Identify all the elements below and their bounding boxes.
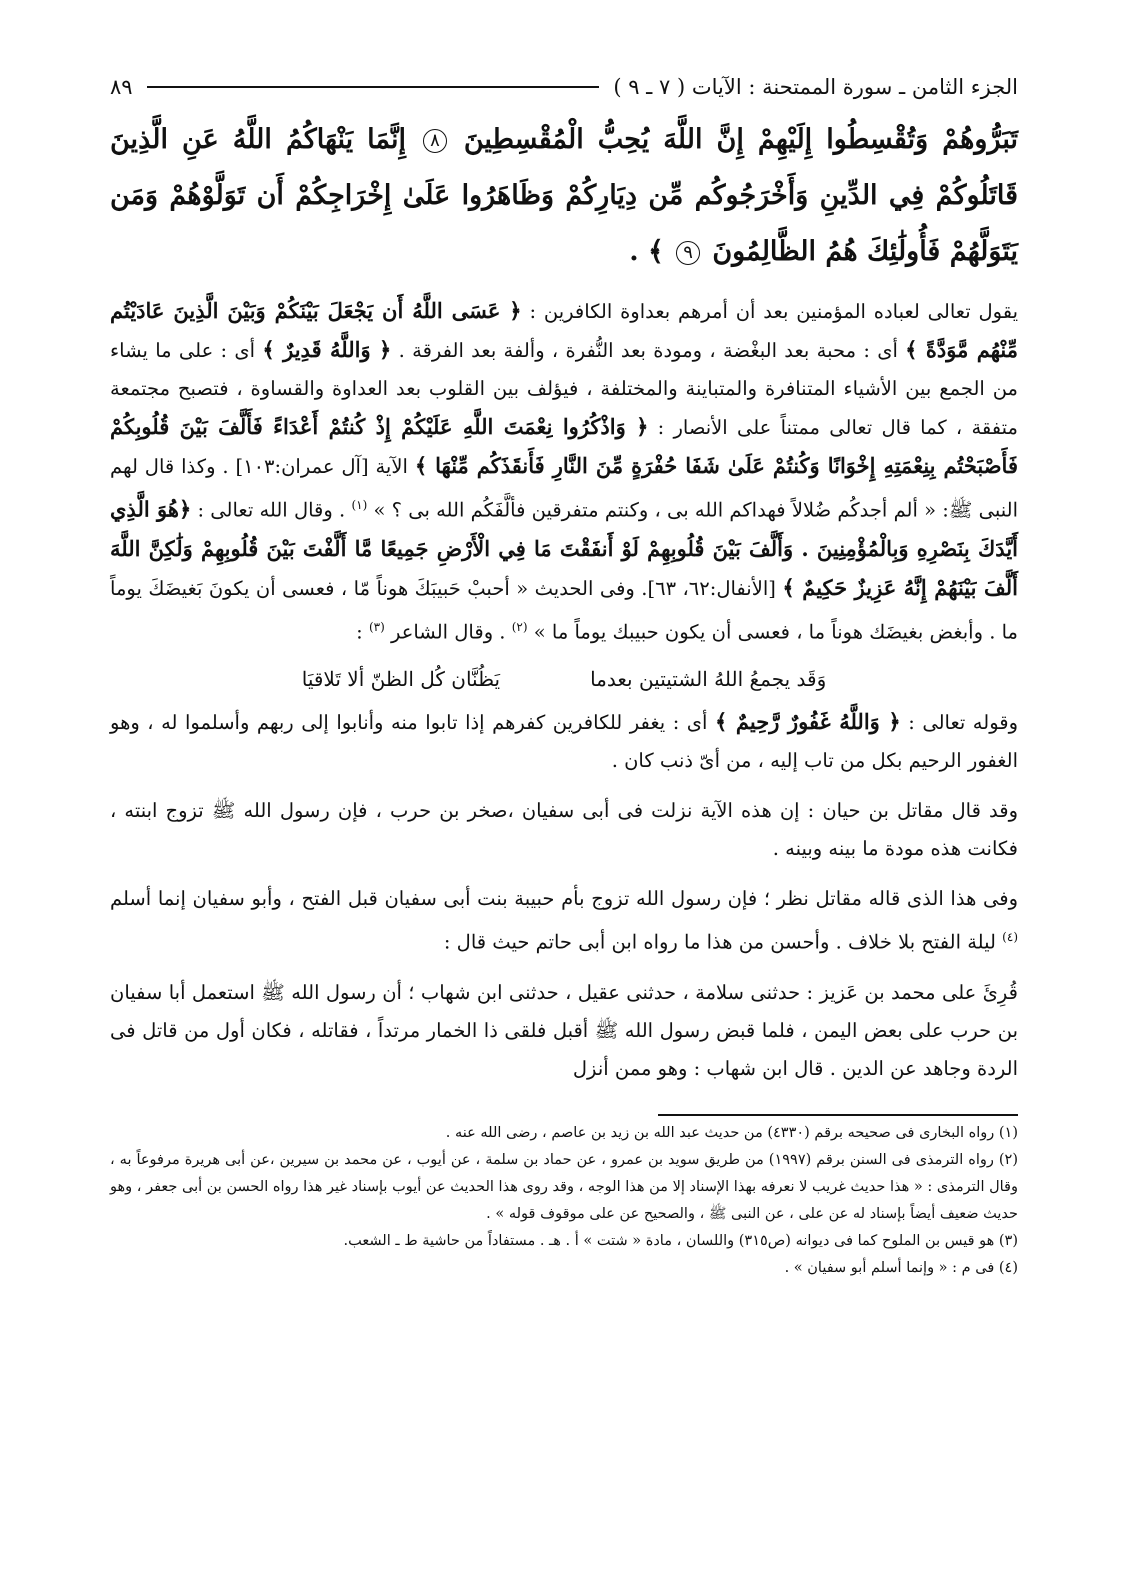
footnote-ref: (١) — [351, 498, 368, 512]
poem-hemistich-first: وَقَد يجمعُ اللهُ الشتيتين بعدما — [590, 667, 827, 691]
commentary-paragraph: قُرِئَ على محمد بن عَزيز : حدثنى سلامة ، حدثنى عقيل ، حدثنى ابن شهاب ؛ أن رسول الله ﷺ استعمل أبا سفيان بن حرب على بعض اليمن ، فلما قبض رسول الله ﷺ أقبل فلقى ذا الخمار مرتداً ، فقاتله ، فكان أول من قاتل فى الردة وجاهد عن الدين . قال ابن شهاب : وهو ممن أنزل — [110, 980, 1018, 1080]
footnote: (١) رواه البخارى فى صحيحه برقم (٤٣٣٠) من حديث عبد الله بن زيد بن عاصم ، رضى الله عنه . — [445, 1124, 1018, 1141]
page-number: ٨٩ — [110, 75, 133, 99]
header-rule — [147, 86, 600, 88]
poem-verse — [110, 657, 1018, 701]
footnote: (٤) فى م : « وإنما أسلم أبو سفيان » . — [784, 1259, 1018, 1276]
text-run: وفى هذا الذى قاله مقاتل نظر ؛ فإن رسول الله تزوج بأم حبيبة بنت أبى سفيان قبل الفتح ، وأبو سفيان إنما أسلم — [110, 887, 1018, 910]
verse-end: ﴾ . — [629, 236, 664, 267]
verse-text-b: إِنَّمَا يَنْهَاكُمُ اللَّهُ عَنِ الَّذِينَ قَاتَلُوكُمْ فِي الدِّينِ وَأَخْرَجُوكُم مِّن دِيَارِكُمْ وَظَاهَرُوا عَلَىٰ إِخْرَاجِكُمْ أَن تَوَلَّوْهُمْ وَمَن يَتَوَلَّهُمْ فَأُولَٰئِكَ هُمُ الظَّالِمُونَ — [110, 124, 1018, 267]
footnote: (٢) رواه الترمذى فى السنن برقم (١٩٩٧) من طريق سويد بن عمرو ، عن حماد بن سلمة ، عن أيوب ، عن محمد بن سيرين ،عن أبى هريرة مرفوعاً به ، وقال الترمذى : « هذا حديث غريب لا نعرفه بهذا الإسناد إلا من هذا الوجه ، وقد روى هذا الحديث عن أيوب بإسناد غير هذا رواه الحسن بن أبى جعفر ، وهو حديث ضعيف أيضاً بإسناد له عن على ، عن النبى ﷺ ، والصحيح عن على موقوف قوله » . — [110, 1151, 1018, 1222]
footnote-ref: (٤) — [1002, 930, 1018, 944]
commentary-paragraph — [110, 292, 1018, 651]
footnote-ref: (٣) — [368, 619, 385, 634]
text-run: [الأنفال:٦٢، ٦٣]. وفى الحديث « أحببْ حَبيبَكَ هوناً مّا ، فعسى أن يكونَ بَغيضَكَ يوماً ما . وأبغض بغيضَك هوناً ما ، فعسى أن يكون حبيبك يوماً ما » — [110, 576, 1018, 643]
footnote: (٣) هو قيس بن الملوح كما فى ديوانه (ص٣١٥) واللسان ، مادة « شتت » أ . هـ . مستفاداً من حاشية ط ـ الشعب. — [343, 1232, 1018, 1249]
poem-hemistich-second: يَظُنَّان كُل الظنّ ألا تَلاقيَا — [301, 667, 501, 691]
text-run: الآية [آل عمران:١٠٣] . وكذا قال لهم النبى ﷺ: « ألم أجدكُم ضُلالاً فهداكم الله بى ، وكنتم متفرقين فألَّفَكُم الله بى ؟ » — [110, 455, 1018, 522]
running-header — [110, 70, 1018, 104]
text-run: أى : محبة بعد البغْضة ، ومودة بعد النُّفرة ، وألفة بعد الفرقة . — [398, 339, 898, 362]
commentary-paragraph: وقد قال مقاتل بن حيان : إن هذه الآية نزلت فى أبى سفيان ،صخر بن حرب ، فإن رسول الله ﷺ تزوج ابنته ، فكانت هذه مودة ما بينه وبينه . — [110, 799, 1018, 860]
text-run: : — [356, 620, 363, 643]
quran-quote: ﴿ وَاللَّهُ غَفُورٌ رَّحِيمٌ ﴾ — [715, 709, 901, 734]
commentary-paragraph — [110, 880, 1018, 962]
quran-quote: ﴿هُوَ الَّذِي أَيَّدَكَ بِنَصْرِهِ وَبِالْمُؤْمِنِينَ . وَأَلَّفَ بَيْنَ قُلُوبِهِمْ لَوْ أَنفَقْتَ مَا فِي الْأَرْضِ جَمِيعًا مَّا أَلَّفْتَ بَيْنَ قُلُوبِهِمْ وَلَٰكِنَّ اللَّهَ أَلَّفَ بَيْنَهُمْ إِنَّهُ عَزِيزٌ حَكِيمٌ ﴾ — [110, 496, 1019, 600]
footnote-separator — [658, 1114, 1018, 1116]
verse-number-mark: ٨ — [423, 129, 447, 153]
commentary-paragraph — [110, 703, 1018, 780]
text-run: أى : على ما يشاء من الجمع بين الأشياء المتنافرة والمتباينة والمختلفة ، فيؤلف بين القلوب بعد العداوة والقساوة ، فتصبح مجتمعة متفقة ، كما قال تعالى ممتناً على الأنصار : — [110, 339, 1018, 439]
text-run: يقول تعالى لعباده المؤمنين بعد أن أمرهم بعداوة الكافرين : — [529, 300, 1019, 323]
text-run: أى : يغفر للكافرين كفرهم إذا تابوا منه وأنابوا إلى ربهم وأسلموا له ، وهو الغفور الرحيم بكل من تاب إليه ، من أىّ ذنب كان . — [110, 711, 1018, 772]
verse-number-mark: ٩ — [676, 241, 700, 265]
running-title: الجزء الثامن ـ سورة الممتحنة : الآيات ( ٧ ـ ٩ ) — [613, 75, 1018, 99]
verse-text-a: تَبَرُّوهُمْ وَتُقْسِطُوا إِلَيْهِمْ إِنَّ اللَّهَ يُحِبُّ الْمُقْسِطِينَ — [463, 124, 1018, 155]
text-run: وقوله تعالى : — [908, 711, 1019, 734]
quran-quote: ﴿ وَاللَّهُ قَدِيرٌ ﴾ — [262, 337, 392, 362]
quran-quote: ﴿ وَاذْكُرُوا نِعْمَتَ اللَّهِ عَلَيْكُمْ إِذْ كُنتُمْ أَعْدَاءً فَأَلَّفَ بَيْنَ قُلُوبِكُمْ فَأَصْبَحْتُم بِنِعْمَتِهِ إِخْوَانًا وَكُنتُمْ عَلَىٰ شَفَا حُفْرَةٍ مِّنَ النَّارِ فَأَنقَذَكُم مِّنْهَا ﴾ — [110, 414, 1018, 478]
text-run: . وقال الشاعر — [390, 620, 506, 643]
text-run: ليلة الفتح بلا خلاف . وأحسن من هذا ما رواه ابن أبى حاتم حيث قال : — [443, 930, 996, 954]
quran-verse-block — [110, 112, 1018, 280]
text-run: . وقال الله تعالى : — [197, 498, 346, 522]
footnote-ref: (٢) — [511, 619, 528, 634]
quran-quote: ﴿ عَسَى اللَّهُ أَن يَجْعَلَ بَيْنَكُمْ وَبَيْنَ الَّذِينَ عَادَيْتُم مِّنْهُم مَّوَدَّةً ﴾ — [110, 298, 1018, 362]
